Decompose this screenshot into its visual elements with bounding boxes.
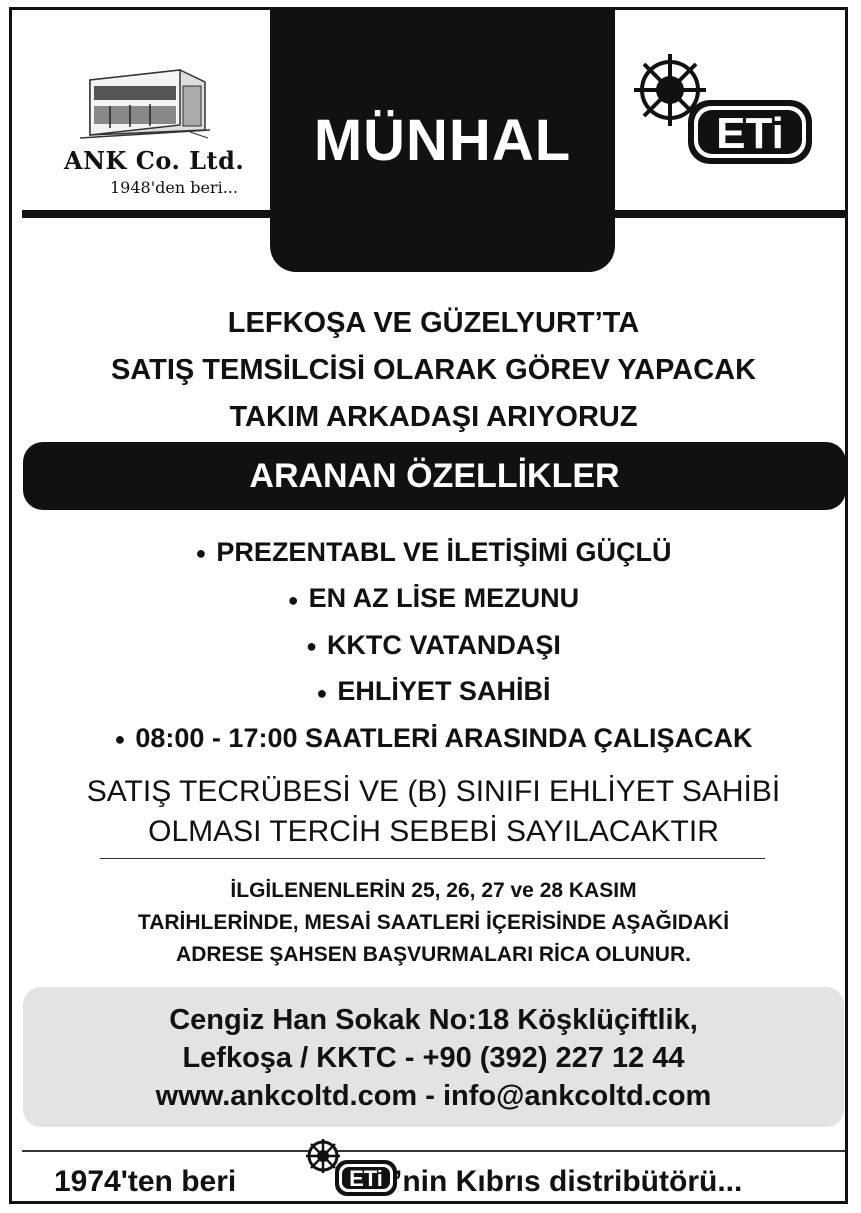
preference-line: OLMASI TERCİH SEBEBİ SAYILACAKTIR (148, 815, 719, 848)
footer-rule (22, 1150, 845, 1152)
list-item: ● KKTC VATANDAŞI (306, 629, 561, 660)
eti-small-logo-text: ETi (349, 1166, 383, 1191)
preference-line: SATIŞ TECRÜBESİ VE (B) SINIFI EHLİYET SAHİBİ (86, 775, 781, 808)
company-since: 1948'den beri... (110, 178, 238, 197)
eti-logo (628, 48, 818, 178)
application-line: İLGİLENENLERİN 25, 26, 27 ve 28 KASIM (230, 879, 637, 902)
bullet-icon: ● (306, 636, 317, 657)
requirements-list (22, 530, 845, 762)
title-tab (270, 7, 615, 272)
application-line: TARİHLERİNDE, MESAİ SAATLERİ İÇERİSİNDE AŞAĞIDAKİ (137, 911, 730, 934)
building-icon (80, 60, 210, 140)
list-item: ● PREZENTABL VE İLETİŞİMİ GÜÇLÜ (195, 537, 672, 567)
eti-emblem-icon (628, 48, 818, 178)
contact-phone: Lefkoşa / KKTC - +90 (392) 227 12 44 (182, 1042, 685, 1074)
list-item: ● EN AZ LİSE MEZUNU (287, 583, 580, 614)
page-title: MÜNHAL (313, 108, 572, 173)
application-line: ADRESE ŞAHSEN BAŞVURMALARI RİCA OLUNUR. (176, 943, 691, 966)
headline-line: TAKIM ARKADAŞI ARIYORUZ (229, 401, 638, 433)
requirements-title: ARANAN ÖZELLİKLER (23, 442, 846, 510)
eti-logo-text: ETi (716, 109, 784, 158)
eti-small-logo-icon (299, 1136, 399, 1200)
footer-right-text: ’nin Kıbrıs distribütörü... (394, 1165, 743, 1198)
ank-logo (50, 60, 245, 220)
headline-line: SATIŞ TEMSİLCİSİ OLARAK GÖREV YAPACAK (110, 354, 757, 386)
company-name: ANK Co. Ltd. (64, 146, 245, 175)
preference-note (22, 772, 845, 852)
headline (22, 300, 845, 441)
bullet-icon: ● (316, 682, 328, 703)
ad-frame (9, 7, 848, 1204)
divider (100, 858, 765, 859)
application-note (22, 875, 845, 971)
bullet-icon: ● (114, 728, 126, 749)
bullet-icon: ● (195, 543, 207, 564)
headline-line: LEFKOŞA VE GÜZELYURT’TA (227, 307, 640, 339)
contact-address: Cengiz Han Sokak No:18 Köşklüçiftlik, (169, 1004, 698, 1036)
contact-web-email: www.ankcoltd.com - info@ankcoltd.com (155, 1080, 712, 1112)
footer-left-text: 1974'ten beri (54, 1165, 237, 1198)
list-item: ● EHLİYET SAHİBİ (316, 676, 551, 707)
list-item: ● 08:00 - 17:00 SAATLERİ ARASINDA ÇALIŞACAK (114, 722, 753, 753)
contact-box (23, 987, 844, 1127)
footer (22, 1154, 845, 1204)
bullet-icon: ● (287, 589, 299, 610)
